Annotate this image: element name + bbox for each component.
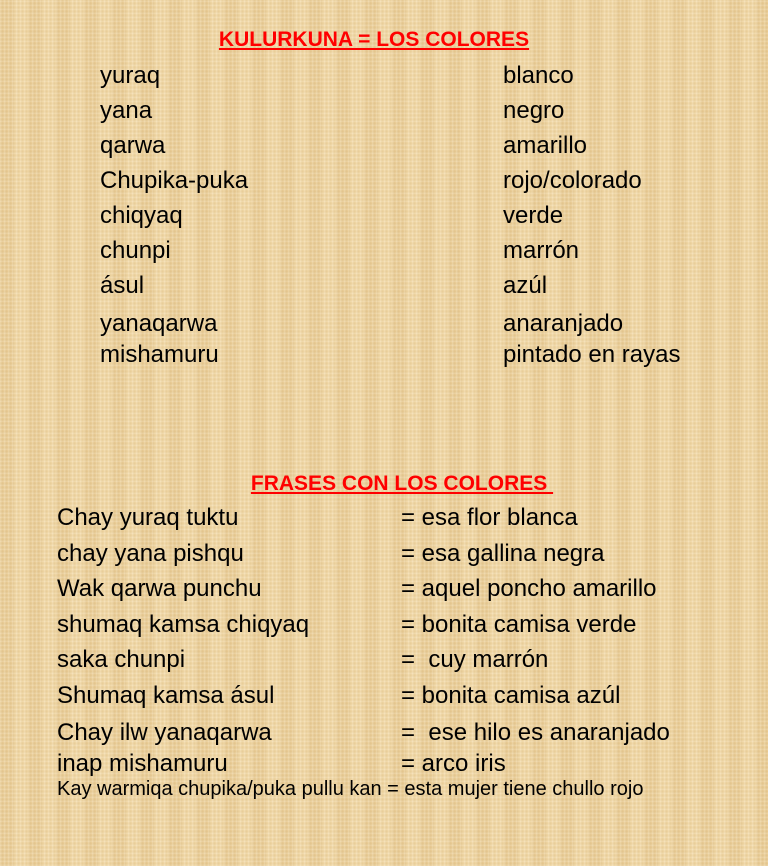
list-item <box>0 163 768 198</box>
quechua-phrase: saka chunpi <box>57 646 186 673</box>
quechua-phrase: Shumaq kamsa ásul <box>57 681 275 709</box>
list-item <box>0 306 768 337</box>
spanish-translation: = esa flor blanca <box>401 504 578 531</box>
list-item <box>0 93 768 128</box>
list-item <box>0 678 768 714</box>
spanish-word: rojo/colorado <box>503 167 642 194</box>
spanish-word: verde <box>503 202 564 229</box>
quechua-phrase: Wak qarwa punchu <box>57 575 262 602</box>
list-item <box>0 337 768 372</box>
list-item <box>0 607 768 643</box>
list-item <box>0 128 768 163</box>
quechua-word: chunpi <box>100 237 171 264</box>
spanish-word: anaranjado <box>503 310 624 337</box>
spanish-word: pintado en rayas <box>503 341 681 368</box>
quechua-word: yuraq <box>100 62 161 89</box>
quechua-word: yanaqarwa <box>100 310 218 337</box>
spanish-translation: = arco iris <box>401 750 506 777</box>
quechua-word: yana <box>100 97 153 124</box>
list-item <box>0 233 768 268</box>
spanish-translation: = esa gallina negra <box>401 539 605 567</box>
quechua-phrase: shumaq kamsa chiqyaq <box>57 610 310 638</box>
spanish-translation: = bonita camisa azúl <box>401 681 621 709</box>
spanish-word: negro <box>503 97 565 124</box>
spanish-translation: = bonita camisa verde <box>401 610 637 638</box>
quechua-word: chiqyaq <box>100 202 183 229</box>
phrases-section-title: FRASES CON LOS COLORES <box>250 472 554 495</box>
quechua-phrase: Chay yuraq tuktu <box>57 504 239 531</box>
quechua-phrase: inap mishamuru <box>57 750 228 777</box>
list-item <box>0 58 768 93</box>
spanish-word: amarillo <box>503 132 588 159</box>
phrases-list <box>0 500 768 782</box>
colors-section-title: KULURKUNA = LOS COLORES <box>218 28 530 51</box>
example-sentence: Kay warmiqa chupika/puka pullu kan = esta mujer tiene chullo rojo <box>57 778 644 800</box>
quechua-word: qarwa <box>100 132 166 159</box>
colors-vocabulary-list <box>0 58 768 372</box>
spanish-word: azúl <box>503 272 548 299</box>
list-item <box>0 198 768 233</box>
list-item <box>0 571 768 607</box>
list-item <box>0 642 768 678</box>
quechua-phrase: chay yana pishqu <box>57 539 244 567</box>
list-item <box>0 536 768 572</box>
list-item <box>0 715 768 746</box>
spanish-word: blanco <box>503 62 574 89</box>
quechua-word: mishamuru <box>100 341 219 368</box>
spanish-translation: = ese hilo es anaranjado <box>401 719 670 746</box>
list-item <box>0 268 768 303</box>
spanish-translation: = cuy marrón <box>401 646 549 673</box>
spanish-translation: = aquel poncho amarillo <box>401 575 657 602</box>
quechua-word: Chupika-puka <box>100 167 249 194</box>
quechua-word: ásul <box>100 272 145 299</box>
quechua-phrase: Chay ilw yanaqarwa <box>57 719 272 746</box>
spanish-word: marrón <box>503 237 580 264</box>
list-item <box>0 500 768 536</box>
